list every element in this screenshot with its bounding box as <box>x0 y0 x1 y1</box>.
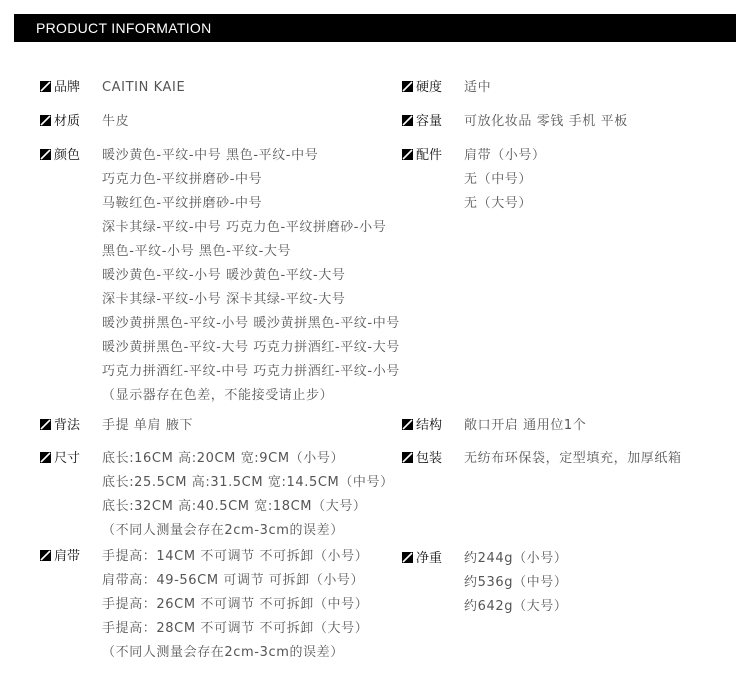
value-line: 无（中号） <box>464 172 533 187</box>
field-label <box>402 547 442 571</box>
value-line: 底长:32CM 高:40.5CM 宽:18CM（大号） <box>102 499 367 514</box>
value-line: 可放化妆品 零钱 手机 平板 <box>464 114 628 129</box>
field-label-text: 肩带 <box>54 549 81 564</box>
bullet-slash-icon <box>40 550 51 561</box>
value-line: 手提高：28CM 不可调节 不可拆卸（大号） <box>102 621 369 636</box>
value-line: 暖沙黄拼黑色-平纹-小号 暖沙黄拼黑色-平纹-中号 <box>102 316 400 331</box>
field-label-text: 容量 <box>416 114 443 129</box>
value-line: 无（大号） <box>464 196 533 211</box>
field-label <box>40 545 80 569</box>
field-label <box>40 144 80 168</box>
field-label <box>402 414 442 438</box>
value-line: 黑色-平纹-小号 黑色-平纹-大号 <box>102 244 292 259</box>
field-label-text: 净重 <box>416 551 443 566</box>
field-label <box>40 414 80 438</box>
value-line: 巧克力色-平纹拼磨砂-中号 <box>102 172 263 187</box>
value-line: （不同人测量会存在2cm-3cm的误差） <box>102 523 344 538</box>
bullet-slash-icon <box>402 419 413 430</box>
value-line: （不同人测量会存在2cm-3cm的误差） <box>102 645 344 660</box>
value-line: 深卡其绿-平纹-中号 巧克力色-平纹拼磨砂-小号 <box>102 220 387 235</box>
value-line: 约536g（中号） <box>464 575 568 590</box>
field-value <box>102 110 129 134</box>
bullet-slash-icon <box>402 115 413 126</box>
value-line: （显示器存在色差，不能接受请止步） <box>102 388 334 403</box>
field-value <box>464 547 567 619</box>
value-line: 底长:25.5CM 高:31.5CM 宽:14.5CM（中号） <box>102 475 394 490</box>
value-line: 巧克力拼酒红-平纹-中号 巧克力拼酒红-平纹-小号 <box>102 364 400 379</box>
field-label <box>402 110 442 134</box>
value-line: CAITIN KAIE <box>102 80 186 95</box>
value-line: 深卡其绿-平纹-小号 深卡其绿-平纹-大号 <box>102 292 346 307</box>
value-line: 牛皮 <box>102 114 130 129</box>
value-line: 约642g（大号） <box>464 599 568 614</box>
header-bar <box>14 14 736 42</box>
value-line: 底长:16CM 高:20CM 宽:9CM（小号） <box>102 451 345 466</box>
field-label-text: 尺寸 <box>54 451 81 466</box>
field-label-text: 硬度 <box>416 80 443 95</box>
value-line: 马鞍红色-平纹拼磨砂-中号 <box>102 196 263 211</box>
field-value <box>102 545 368 665</box>
value-line: 肩带高：49-56CM 可调节 可拆卸（小号） <box>102 573 365 588</box>
value-line: 肩带（小号） <box>464 148 546 163</box>
value-line: 暖沙黄色-平纹-中号 黑色-平纹-中号 <box>102 148 319 163</box>
value-line: 手提高：26CM 不可调节 不可拆卸（中号） <box>102 597 369 612</box>
field-label-text: 结构 <box>416 418 443 433</box>
field-value <box>464 110 628 134</box>
bullet-slash-icon <box>40 149 51 160</box>
field-value <box>102 144 400 408</box>
value-line: 无纺布环保袋，定型填充，加厚纸箱 <box>464 451 682 466</box>
field-label <box>402 76 442 100</box>
bullet-slash-icon <box>402 452 413 463</box>
field-label <box>402 447 442 471</box>
field-label-text: 包装 <box>416 451 443 466</box>
value-line: 暖沙黄拼黑色-平纹-大号 巧克力拼酒红-平纹-大号 <box>102 340 400 355</box>
field-value <box>464 76 491 100</box>
value-line: 敞口开启 通用位1个 <box>464 418 587 433</box>
field-label <box>40 76 80 100</box>
field-value <box>102 414 193 438</box>
header-title: PRODUCT INFORMATION <box>36 20 212 36</box>
field-value <box>102 447 394 543</box>
value-line: 手提高：14CM 不可调节 不可拆卸（小号） <box>102 549 369 564</box>
bullet-slash-icon <box>402 552 413 563</box>
field-label-text: 颜色 <box>54 148 81 163</box>
field-label-text: 配件 <box>416 148 443 163</box>
bullet-slash-icon <box>40 81 51 92</box>
bullet-slash-icon <box>402 81 413 92</box>
field-value <box>464 414 586 438</box>
bullet-slash-icon <box>402 149 413 160</box>
value-line: 手提 单肩 腋下 <box>102 418 194 433</box>
field-label <box>402 144 442 168</box>
value-line: 约244g（小号） <box>464 551 568 566</box>
value-line: 适中 <box>464 80 492 95</box>
field-label-text: 品牌 <box>54 80 81 95</box>
field-value <box>464 447 682 471</box>
bullet-slash-icon <box>40 419 51 430</box>
bullet-slash-icon <box>40 452 51 463</box>
field-label <box>40 447 80 471</box>
field-label-text: 背法 <box>54 418 81 433</box>
field-value <box>102 76 185 100</box>
value-line: 暖沙黄色-平纹-小号 暖沙黄色-平纹-大号 <box>102 268 346 283</box>
bullet-slash-icon <box>40 115 51 126</box>
field-value <box>464 144 546 216</box>
field-label <box>40 110 80 134</box>
field-label-text: 材质 <box>54 114 81 129</box>
